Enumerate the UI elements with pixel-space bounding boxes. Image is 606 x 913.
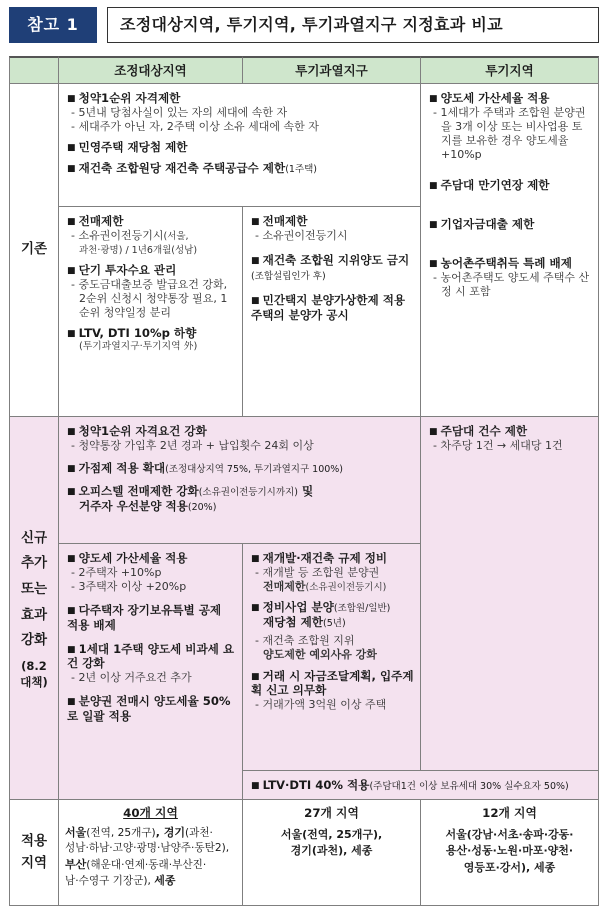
row-header-new: 신규 추가 또는 효과 강화 (8.2 대책)	[9, 416, 59, 800]
new-common-cell: ■ 청약1순위 자격요건 강화 - 청약통장 가입후 2년 경과 + 납입횟수 24회 이상 ■ 가점제 적용 확대(조정대상지역 75%, 투기과열지구 100%) ■ 오피스텔 전매제한 강화(소유권이전등기시까지) 및 거주자 우선분양 적용(20%)	[58, 416, 421, 544]
existing-common-cell: ■ 청약1순위 자격제한 - 5년내 당첨사실이 있는 자의 세대에 속한 자 - 세대주가 아닌 자, 2주택 이상 소유 세대에 속한 자 ■ 민영주택 재당첨 제한 ■ 재건축 조합원당 재건축 주택공급수 제한(1주택)	[58, 83, 421, 207]
apply-overheat-cell: 27개 지역 서울(전역, 25개구), 경기(과천), 세종	[242, 799, 421, 906]
row-header-apply: 적용 지역	[9, 799, 59, 906]
col-header-adjust: 조정대상지역	[58, 56, 243, 84]
page-title: 조정대상지역, 투기지역, 투기과열지구 지정효과 비교	[107, 7, 599, 43]
apply-adjust-cell: 40개 지역 서울(전역, 25개구), 경기(과천· 성남·하남·고양·광명·남양주·동탄2), 부산(해운대·연제·동래·부산진· 남·수영구 기장군), 세종	[58, 799, 243, 906]
new-speculation-cell: ■ 주담대 건수 제한 - 차주당 1건 → 세대당 1건	[420, 416, 599, 771]
apply-speculation-cell: 12개 지역 서울(강남·서초·송파·강동· 용산·성동·노원·마포·양천· 영등포·강서), 세종	[420, 799, 599, 906]
new-adjust-cell: ■ 양도세 가산세율 적용 - 2주택자 +10%p - 3주택자 이상 +20%p ■ 다주택자 장기보유특별 공제 적용 배제 ■ 1세대 1주택 양도세 비과세 요건 강화 - 2년 이상 거주요건 추가 ■ 분양권 전매시 양도세율 50%로 일괄 적용	[58, 543, 243, 800]
col-header-overheat: 투기과열지구	[242, 56, 421, 84]
col-header-speculation: 투기지역	[420, 56, 599, 84]
existing-overheat-cell: ■ 전매제한 - 소유권이전등기시 ■ 재건축 조합원 지위양도 금지(조합설립인가 후) ■ 민간택지 분양가상한제 적용 주택의 분양가 공시	[242, 206, 421, 417]
header	[9, 7, 599, 43]
corner-cell	[9, 56, 59, 84]
row-header-existing: 기존	[9, 83, 59, 417]
existing-speculation-cell: ■ 양도세 가산세율 적용 - 1세대가 주택과 조합원 분양권을 3개 이상 또는 비사업용 토지를 보유한 경우 양도세율 +10%p ■ 주담대 만기연장 제한 ■ 기업자금대출 제한 ■ 농어촌주택취득 특례 배제 - 농어촌주택도 양도세 주택수 산정 시 포함	[420, 83, 599, 417]
new-ltv-dti-cell: ■ LTV·DTI 40% 적용(주담대1건 이상 보유세대 30% 실수요자 50%)	[242, 770, 599, 800]
new-overheat-cell: ■ 재개발·재건축 규제 정비 - 재개발 등 조합원 분양권 전매제한(소유권이전등기시) ■ 정비사업 분양(조합원/일반) 재당첨 제한(5년) - 재건축 조합원 지위 양도제한 예외사유 강화 ■ 거래 시 자금조달계획, 입주계획 신고 의무화 - 거래가액 3억원 이상 주택	[242, 543, 421, 771]
comparison-table	[9, 56, 599, 906]
reference-tag: 참고 1	[9, 7, 97, 43]
existing-adjust-cell: ■ 전매제한 - 소유권이전등기시(서울, 과천·광명) / 1년6개월(성남) ■ 단기 투자수요 관리 - 중도금대출보증 발급요건 강화, 2순위 신청시 청약통장 필요, 1순위 청약일정 분리 ■ LTV, DTI 10%p 하향 (투기과열지구·투기지역 外)	[58, 206, 243, 417]
